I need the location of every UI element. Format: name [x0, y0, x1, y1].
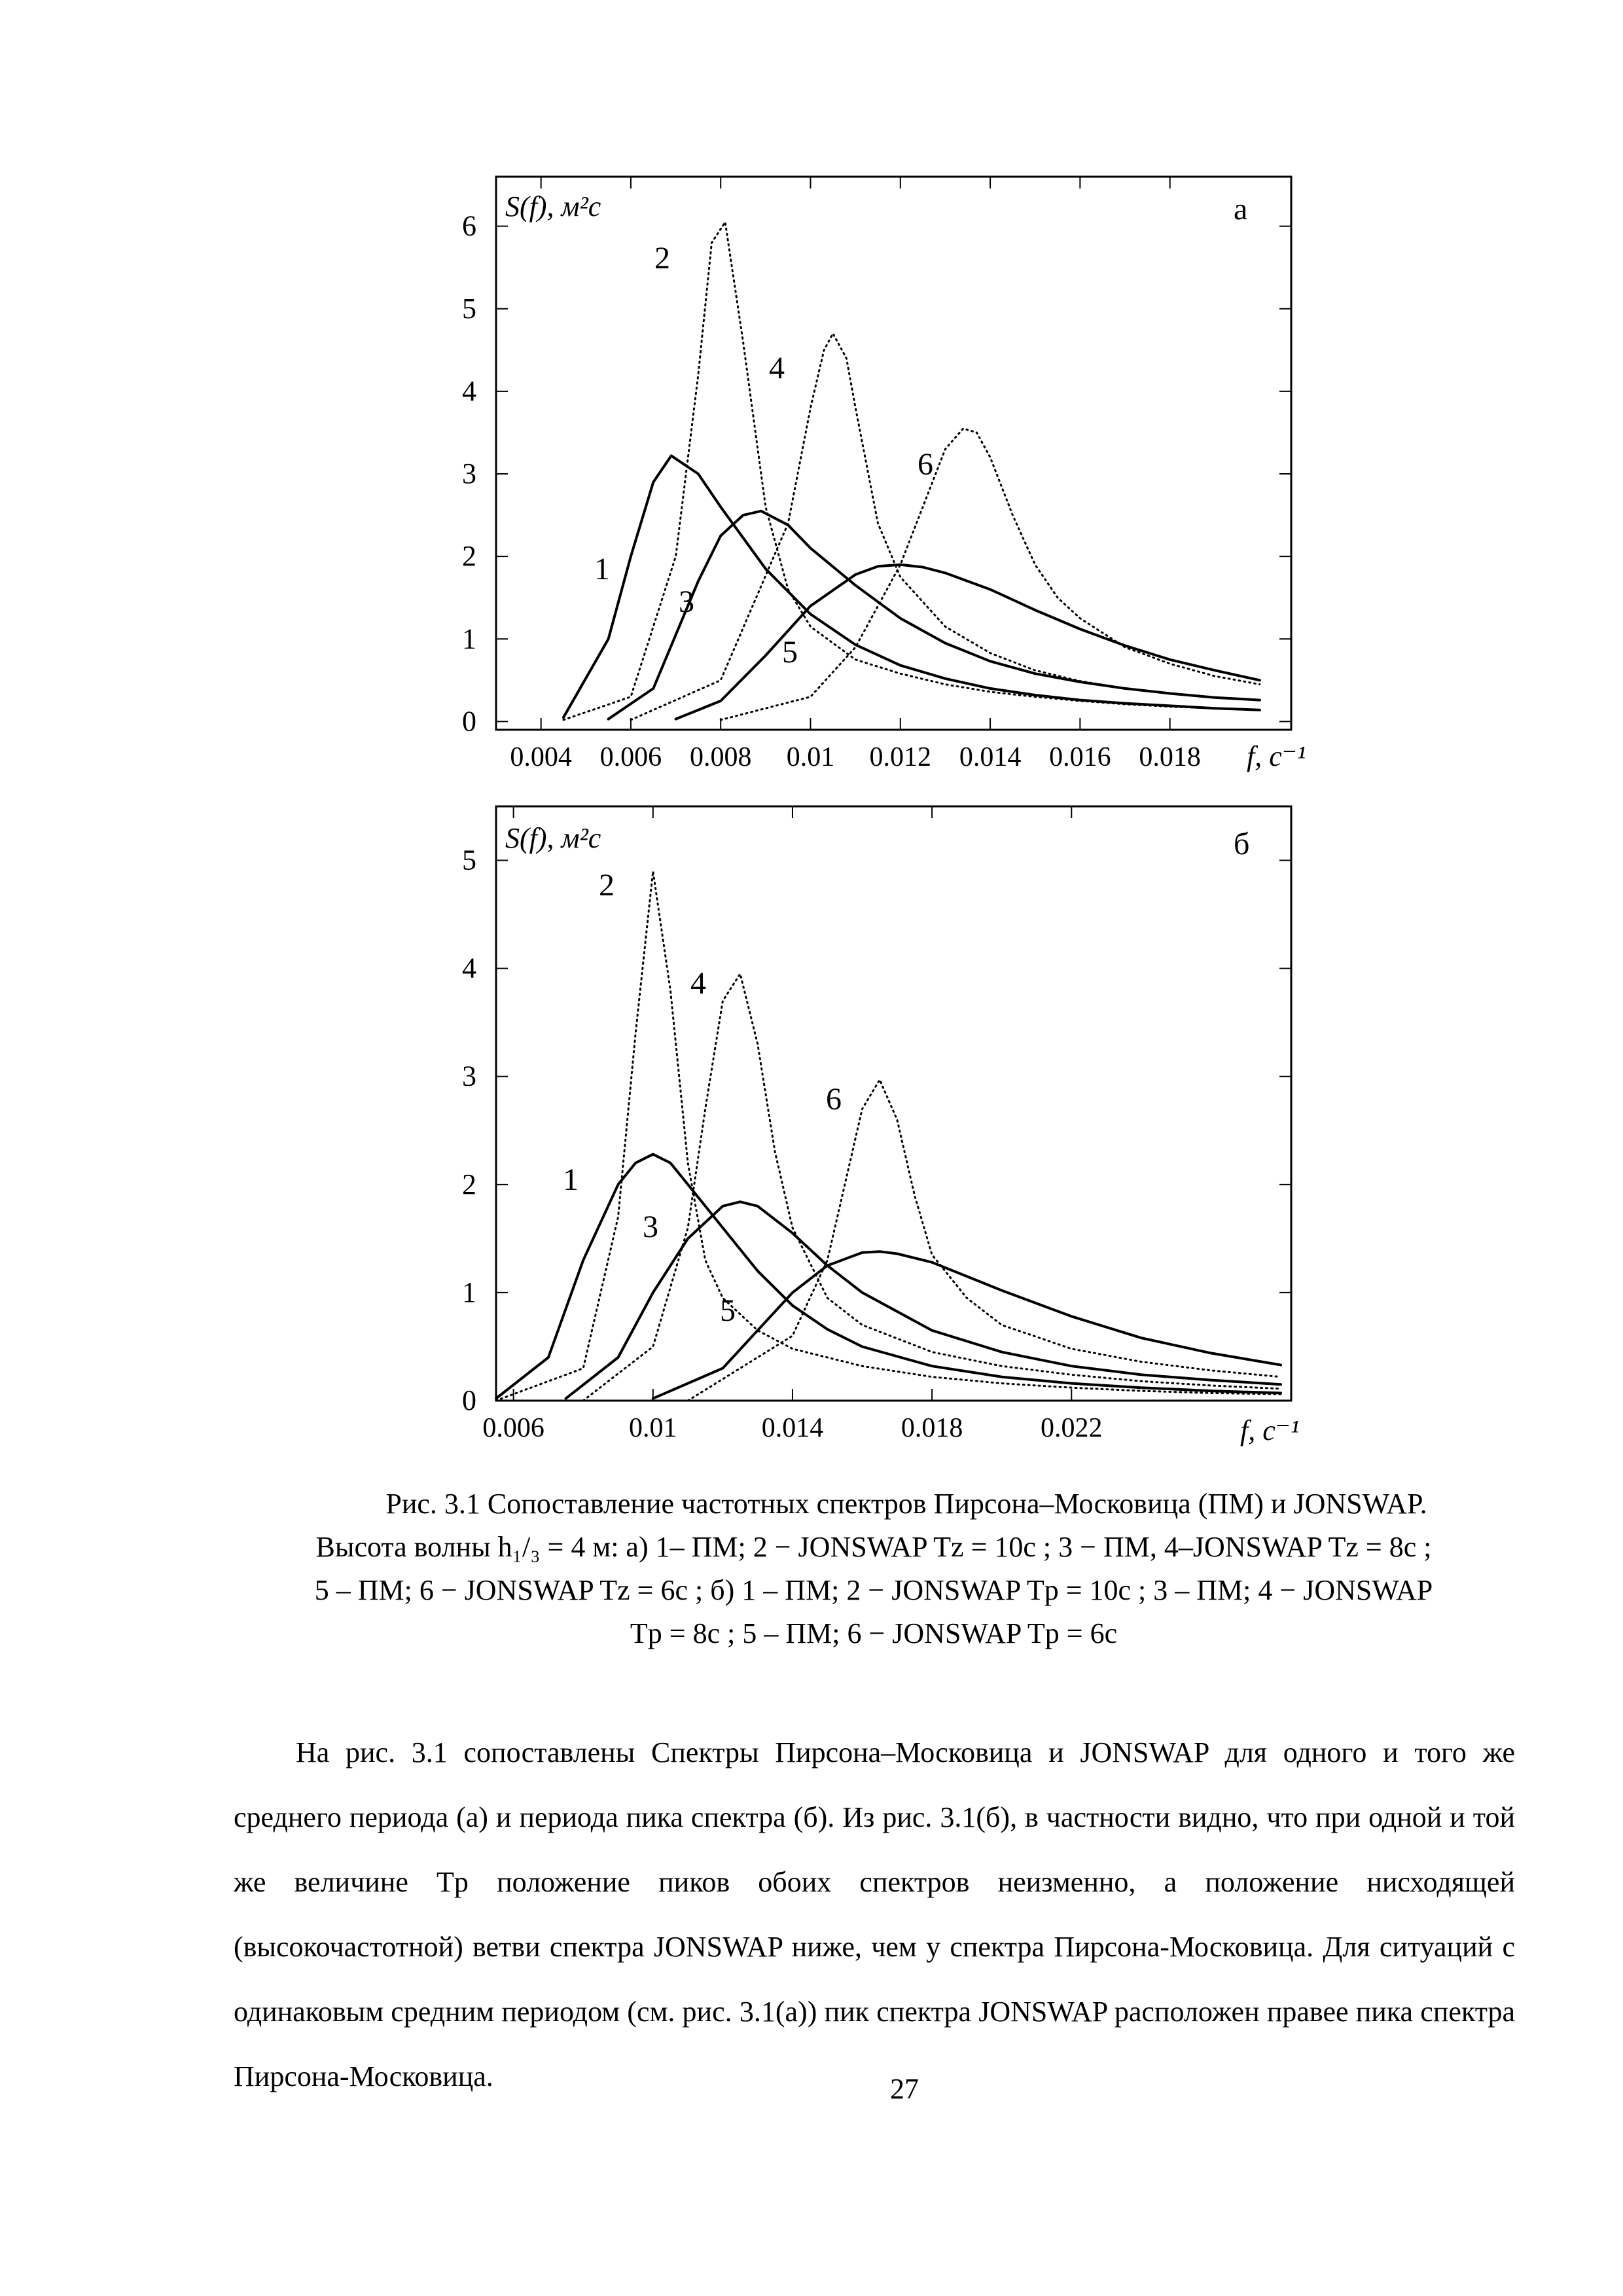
chart-b-ytick-label: 2 [462, 1168, 476, 1200]
chart-a-series-2 [563, 222, 1260, 720]
chart-b-xtick-label: 0.006 [482, 1413, 544, 1443]
chart-a-xtick-label: 0.004 [510, 742, 572, 772]
chart-b-curve-label-4: 4 [690, 966, 706, 1001]
chart-a-ytick-label: 6 [462, 209, 476, 242]
chart-b-ylabel: S(f), м²с [505, 822, 601, 854]
chart-b-ytick-label: 3 [462, 1060, 476, 1092]
chart-a-series-4 [631, 334, 1260, 720]
chart-a-ytick-label: 4 [462, 374, 476, 407]
chart-a-curve-label-5: 5 [782, 635, 798, 670]
chart-a-xtick-label: 0.008 [689, 742, 752, 772]
chart-a-curve-label-1: 1 [594, 552, 610, 586]
chart-a-xtick-label: 0.01 [786, 742, 835, 772]
chart-b-xtick-label: 0.022 [1041, 1413, 1103, 1443]
chart-b-panel-letter: б [1234, 827, 1250, 861]
chart-a-xlabel: f, с⁻¹ [1247, 740, 1306, 772]
chart-b-ytick-label: 5 [462, 844, 476, 876]
chart-b-xtick-label: 0.018 [901, 1413, 963, 1443]
chart-a-xtick-label: 0.016 [1049, 742, 1111, 772]
chart-a-ytick-label: 1 [462, 622, 476, 655]
chart-b-xlabel: f, с⁻¹ [1240, 1414, 1300, 1446]
chart-b-frame [496, 806, 1291, 1401]
chart-b-ticks [462, 806, 1291, 1443]
chart-a-series-5 [676, 565, 1260, 719]
chart-a-ticks [462, 177, 1291, 772]
chart-a-curve-label-3: 3 [679, 584, 694, 619]
body-paragraph [234, 1720, 1515, 2109]
body-paragraph-text: На рис. 3.1 сопоставлены Спектры Пирсона–Московица и JONSWAP для одного и того же среднего периода (а) и периода пика спектра (б). Из рис. 3.1(б), в частности видно, что при одной и той же величине Tp положение пиков обоих спектров неизменно, а положение нисходящей (высокочастотной) ветви спектра JONSWAP ниже, чем у спектра Пирсона-Московица. Для ситуаций с одинаковым средним периодом (см. рис. 3.1(а)) пик спектра JONSWAP расположен правее пика спектра Пирсона-Московица. [234, 1736, 1515, 2092]
chart-a-curve-label-4: 4 [769, 351, 785, 386]
chart-a-series-6 [721, 429, 1260, 720]
chart-b-ytick-label: 0 [462, 1384, 476, 1416]
chart-b-curve-label-1: 1 [563, 1162, 579, 1197]
chart-b-xtick-label: 0.014 [761, 1413, 824, 1443]
chart-b-curve-label-3: 3 [643, 1210, 658, 1244]
chart-b-series-6 [688, 1080, 1281, 1401]
chart-a-series-1 [563, 456, 1260, 717]
caption-line-4: Tp = 8с ; 5 – ПМ; 6 − JONSWAP Tp = 6с [630, 1617, 1118, 1649]
chart-b-series-3 [566, 1202, 1281, 1399]
figure-caption [223, 1482, 1525, 1655]
chart-a-curve-label-2: 2 [654, 241, 670, 276]
chart-a-ytick-label: 2 [462, 540, 476, 573]
page-number: 27 [890, 2073, 919, 2105]
chart-b-ytick-label: 1 [462, 1276, 476, 1308]
chart-a-ylabel: S(f), м²с [505, 190, 601, 223]
chart-a-frame [496, 177, 1291, 730]
chart-b-curve-label-6: 6 [826, 1082, 842, 1117]
chart-a-curve-label-6: 6 [918, 447, 933, 482]
chart-b-curve-label-2: 2 [599, 868, 615, 903]
chart-a-curve-labels [594, 241, 933, 670]
chart-b-xtick-label: 0.01 [629, 1413, 677, 1443]
chart-a-ytick-label: 3 [462, 457, 476, 490]
chart-a-ytick-label: 5 [462, 292, 476, 325]
chart-b-series-4 [583, 974, 1281, 1401]
chart-b-series-5 [653, 1251, 1281, 1399]
chart-b-curves [496, 871, 1281, 1401]
chart-b-series-2 [496, 871, 1281, 1401]
caption-line-3: 5 – ПМ; 6 − JONSWAP Tz = 6с ; б) 1 – ПМ; 2 − JONSWAP Tp = 10с ; 3 – ПМ; 4 − JONSWAP [314, 1574, 1433, 1606]
chart-a-series-3 [609, 511, 1260, 719]
chart-a-panel-letter: а [1234, 192, 1248, 226]
chart-a-xtick-label: 0.014 [959, 742, 1022, 772]
chart-a-xtick-label: 0.006 [599, 742, 662, 772]
chart-b-series-1 [496, 1155, 1281, 1399]
caption-line-2: Высота волны h₁/₃ = 4 м: а) 1– ПМ; 2 − JONSWAP Tz = 10с ; 3 − ПМ, 4–JONSWAP Tz = 8с ; [315, 1531, 1432, 1563]
chart-a-ytick-label: 0 [462, 705, 476, 738]
chart-b-curve-label-5: 5 [720, 1293, 736, 1328]
chart-a-xtick-label: 0.012 [869, 742, 932, 772]
chart-b-ytick-label: 4 [462, 952, 476, 984]
caption-line-1: Рис. 3.1 Сопоставление частотных спектров Пирсона–Московица (ПМ) и JONSWAP. [385, 1488, 1427, 1520]
chart-a-curves [563, 222, 1260, 720]
chart-b-curve-labels [563, 868, 842, 1328]
chart-a-xtick-label: 0.018 [1139, 742, 1201, 772]
